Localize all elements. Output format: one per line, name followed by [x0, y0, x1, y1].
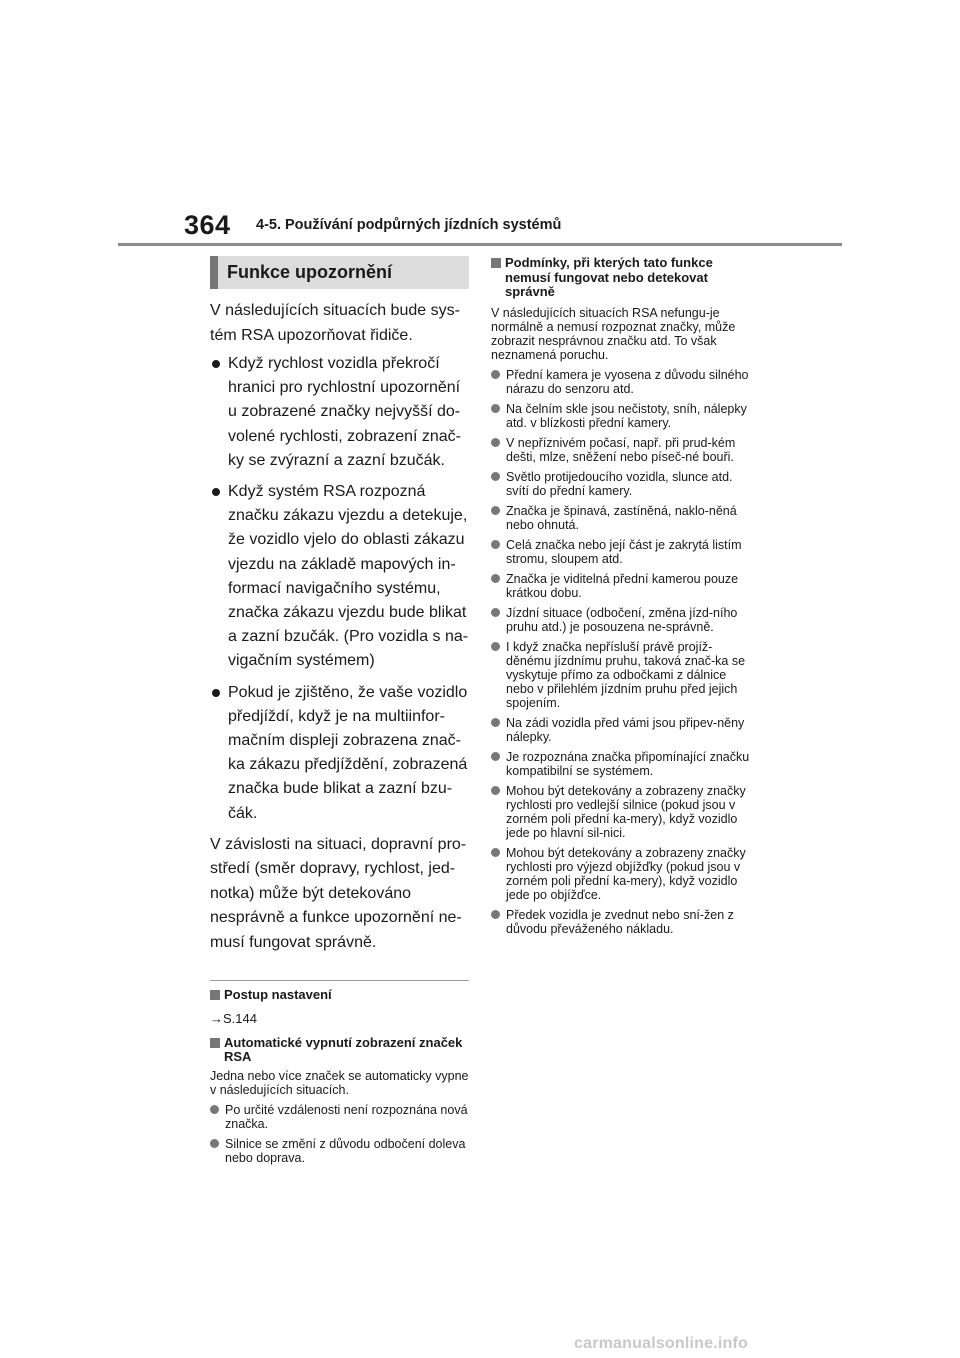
warning-function-heading: Funkce upozornění: [210, 256, 469, 289]
list-item: Značka je špinavá, zastíněná, naklo-něná nebo ohnutá.: [491, 504, 756, 532]
list-item: Když rychlost vozidla překročí hranici pro rychlostní upozornění u zobrazené značky nejvyšší do-volené rychlosti, zobrazení znač-ky se zvýrazní a zazní bzučák.: [210, 352, 469, 473]
list-item: Světlo protijedoucího vozidla, slunce atd. svítí do přední kamery.: [491, 470, 756, 498]
list-item: I když značka nepřísluší právě projíž-děnému jízdnímu pruhu, taková znač-ka se vyskytuje přímo za odbočkami z dálnice nebo v přilehlém jízdním pruhu před jejich spojením.: [491, 640, 756, 710]
warning-intro: V následujících situacích bude sys-tém RSA upozorňovat řidiče.: [210, 302, 460, 344]
bullet-icon: [491, 752, 500, 761]
divider: [210, 980, 469, 981]
list-item: Na zádi vozidla před vámi jsou připev-něny nálepky.: [491, 716, 756, 744]
list-item: Po určité vzdálenosti není rozpoznána nová značka.: [210, 1103, 469, 1131]
list-item: Jízdní situace (odbočení, změna jízd-ního pruhu atd.) je posouzena ne-správně.: [491, 606, 756, 634]
square-bullet-icon: [210, 990, 220, 1000]
auto-off-heading: Automatické vypnutí zobrazení značek RSA: [210, 1036, 469, 1065]
list-item: Předek vozidla je zvednut nebo sní-žen z důvodu převáženého nákladu.: [491, 908, 756, 936]
list-item: Značka je viditelná přední kamerou pouze krátkou dobu.: [491, 572, 756, 600]
bullet-icon: [491, 540, 500, 549]
setting-procedure-heading: Postup nastavení: [210, 988, 469, 1003]
watermark-link[interactable]: carmanualsonline.info: [574, 1335, 749, 1352]
bullet-icon: [491, 472, 500, 481]
conditions-intro: V následujících situacích RSA nefungu-je normálně a nemusí rozpoznat značky, může zobrazit nesprávnou značku atd. To však neznamená poruchu.: [491, 305, 736, 362]
list-item: Silnice se změní z důvodu odbočení doleva nebo doprava.: [210, 1137, 469, 1165]
list-item: Celá značka nebo její část je zakrytá listím stromu, sloupem atd.: [491, 538, 756, 566]
bullet-icon: [491, 848, 500, 857]
auto-off-list: [210, 1103, 469, 1165]
list-item: Mohou být detekovány a zobrazeny značky rychlosti pro výjezd objížďky (pokud jsou v zorném poli přední ka-mery), když vozidlo jede po objížďce.: [491, 846, 756, 902]
bullet-icon: [491, 438, 500, 447]
list-item: Když systém RSA rozpozná značku zákazu vjezdu a detekuje, že vozidlo vjelo do oblasti zákazu vjezdu na základě mapových in-formací navigačního systému, značka zákazu vjezdu bude blikat a zazní bzučák. (Pro vozidla s na-vigačním systémem): [210, 480, 469, 674]
bullet-icon: [212, 360, 220, 368]
warning-outro: V závislosti na situaci, dopravní pro-středí (směr dopravy, rychlost, jed-notka) může být detekováno nesprávně a funkce upozornění ne-musí fungovat správně.: [210, 835, 467, 951]
bullet-icon: [212, 689, 220, 697]
bullet-icon: [491, 910, 500, 919]
conditions-list: [491, 368, 756, 936]
section-title: 4-5. Používání podpůrných jízdních systémů: [256, 217, 562, 233]
bullet-icon: [491, 506, 500, 515]
bullet-icon: [491, 786, 500, 795]
list-item: Přední kamera je vyosena z důvodu silného nárazu do senzoru atd.: [491, 368, 756, 396]
auto-off-intro: Jedna nebo více značek se automaticky vypne v následujících situacích.: [210, 1068, 469, 1097]
bullet-icon: [491, 574, 500, 583]
bullet-icon: [212, 488, 220, 496]
header-rule: [118, 243, 842, 246]
conditions-heading: Podmínky, při kterých tato funkce nemusí fungovat nebo detekovat správně: [491, 256, 756, 300]
bullet-icon: [491, 642, 500, 651]
bullet-icon: [491, 404, 500, 413]
list-item: V nepříznivém počasí, např. při prud-kém dešti, mlze, sněžení nebo píseč-né bouři.: [491, 436, 756, 464]
bullet-icon: [491, 608, 500, 617]
page-reference-link[interactable]: →S.144: [210, 1010, 257, 1026]
bullet-icon: [210, 1105, 219, 1114]
list-item: Pokud je zjištěno, že vaše vozidlo předjíždí, když je na multiinfor-mačním displeji zobrazena znač-ka zákazu předjíždění, zobrazená značka bude blikat a zazní bzu-čák.: [210, 681, 469, 826]
list-item: Mohou být detekovány a zobrazeny značky rychlosti pro vedlejší silnice (pokud jsou v zorném poli přední ka-mery), když vozidlo jede po hlavní sil-nici.: [491, 784, 756, 840]
bullet-icon: [491, 718, 500, 727]
list-item: Na čelním skle jsou nečistoty, sníh, nálepky atd. v blízkosti přední kamery.: [491, 402, 756, 430]
warning-bullet-list: [210, 352, 469, 826]
bullet-icon: [491, 370, 500, 379]
page-number: 364: [184, 210, 231, 240]
square-bullet-icon: [210, 1038, 220, 1048]
square-bullet-icon: [491, 258, 501, 268]
bullet-icon: [210, 1139, 219, 1148]
left-column: [210, 256, 469, 1165]
right-column: [491, 256, 756, 936]
list-item: Je rozpoznána značka připomínající značku kompatibilní se systémem.: [491, 750, 756, 778]
